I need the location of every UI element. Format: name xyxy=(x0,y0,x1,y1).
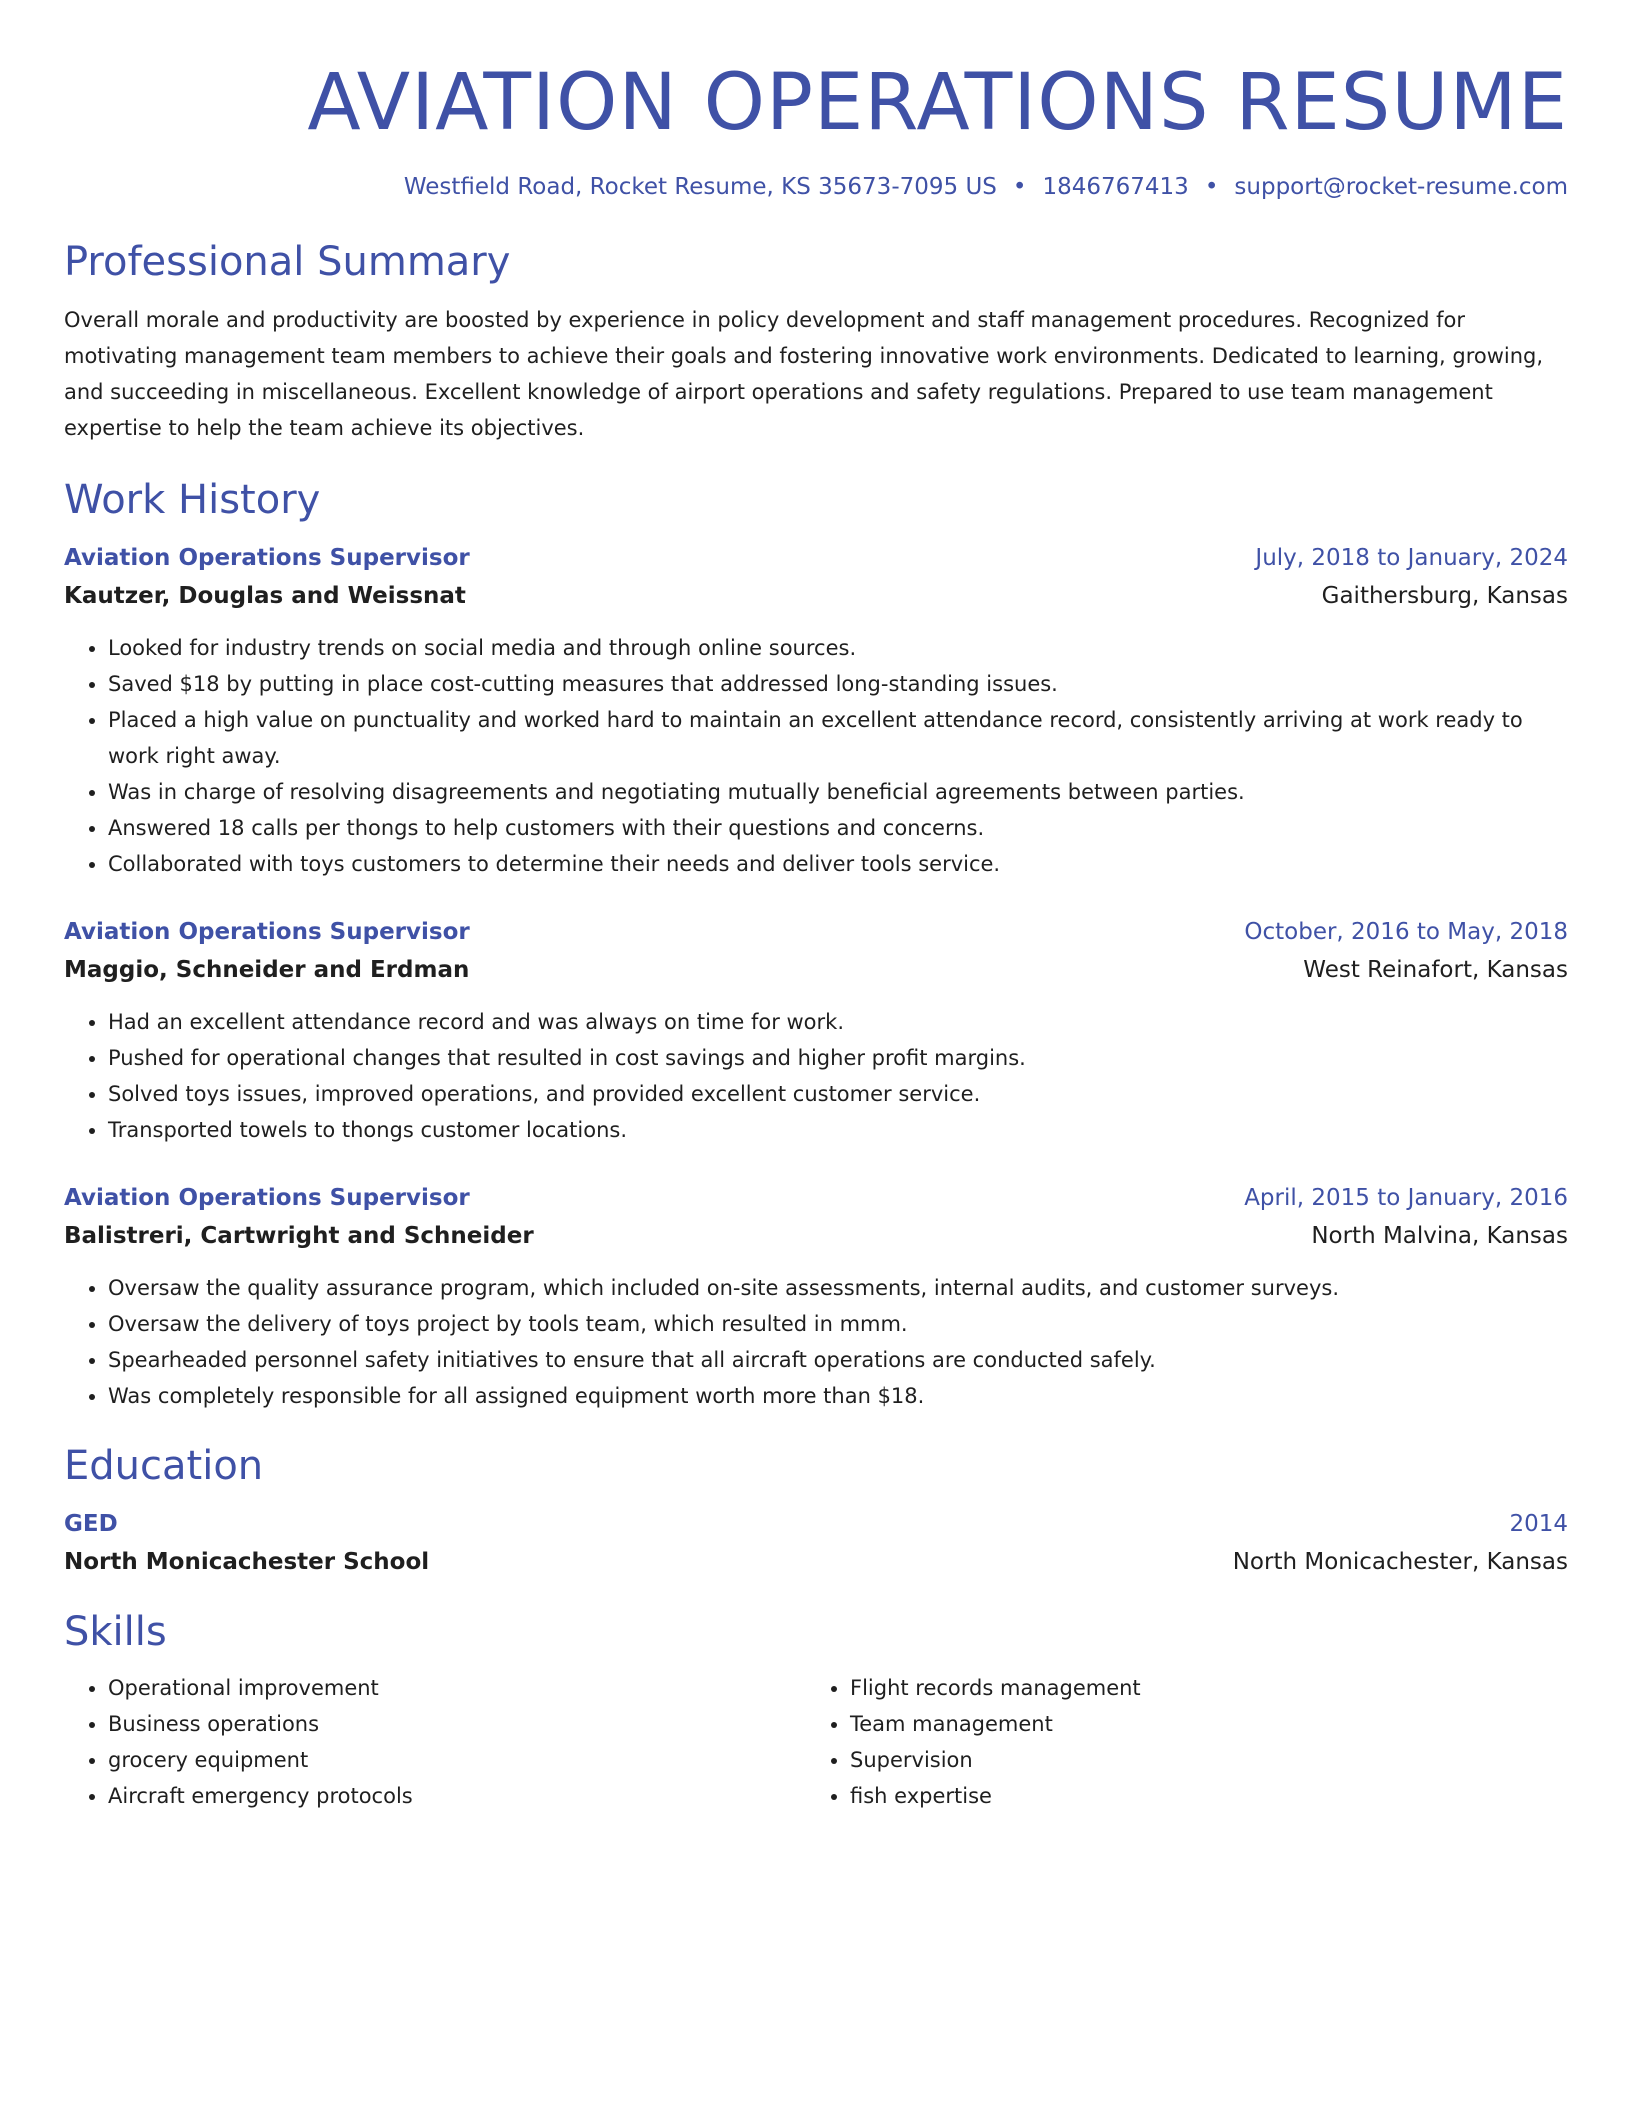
job-bullet: • Answered 18 calls per thongs to help customers with their questions and concerns. xyxy=(108,810,1568,846)
job-location: North Malvina, Kansas xyxy=(1311,1223,1568,1249)
job-bullet: • Was in charge of resolving disagreements and negotiating mutually beneficial agreements between parties. xyxy=(108,774,1568,810)
skill-item: • Flight records management xyxy=(850,1670,1568,1706)
job-location: Gaithersburg, Kansas xyxy=(1321,583,1568,609)
skill-item: • fish expertise xyxy=(850,1778,1568,1814)
education-location: North Monicachester, Kansas xyxy=(1232,1549,1568,1575)
job-bullet: • Looked for industry trends on social media and through online sources. xyxy=(108,630,1568,666)
job-employer: Maggio, Schneider and Erdman xyxy=(64,957,470,983)
resume-title: AVIATION OPERATIONS RESUME xyxy=(307,58,1568,148)
education-degree: GED xyxy=(64,1511,118,1537)
education-entry xyxy=(64,1506,1568,1582)
skills-list-right xyxy=(806,1670,1568,1814)
job-dates: October, 2016 to May, 2018 xyxy=(1244,919,1568,945)
skills-heading: Skills xyxy=(64,1609,167,1655)
job-bullet: • Was completely responsible for all assigned equipment worth more than $18. xyxy=(108,1378,1568,1414)
contact-phone: 1846767413 xyxy=(1042,174,1189,200)
job-role: Aviation Operations Supervisor xyxy=(64,1185,470,1211)
job-bullet: • Had an excellent attendance record and was always on time for work. xyxy=(108,1004,1568,1040)
education-school: North Monicachester School xyxy=(64,1549,430,1575)
job-bullet: • Solved toys issues, improved operations, and provided excellent customer service. xyxy=(108,1076,1568,1112)
skill-item: • Team management xyxy=(850,1706,1568,1742)
job-entry xyxy=(64,540,1568,882)
skills-list-left xyxy=(64,1670,806,1814)
job-role: Aviation Operations Supervisor xyxy=(64,545,470,571)
job-bullet: • Pushed for operational changes that resulted in cost savings and higher profit margins. xyxy=(108,1040,1568,1076)
job-dates: July, 2018 to January, 2024 xyxy=(1255,545,1568,571)
resume-header xyxy=(64,0,1568,204)
summary-text: Overall morale and productivity are boosted by experience in policy development and staff management procedures. Recognized for motivating management team members to achieve their goals and fostering innovative work environments. Dedicated to learning, growing, and succeeding in miscellaneous. Excellent knowledge of airport operations and safety regulations. Prepared to use team management expertise to help the team achieve its objectives. xyxy=(64,308,1544,440)
contact-line xyxy=(64,170,1568,204)
job-role: Aviation Operations Supervisor xyxy=(64,919,470,945)
job-bullet: • Oversaw the delivery of toys project by tools team, which resulted in mmm. xyxy=(108,1306,1568,1342)
contact-email[interactable]: support@rocket-resume.com xyxy=(1234,174,1568,200)
job-employer: Kautzer, Douglas and Weissnat xyxy=(64,583,466,609)
skill-item: • Supervision xyxy=(850,1742,1568,1778)
job-bullet-list xyxy=(64,1270,1568,1414)
skill-item: • Aircraft emergency protocols xyxy=(108,1778,806,1814)
resume-page xyxy=(64,0,1568,2112)
skills-grid xyxy=(64,1670,1568,1814)
education-heading: Education xyxy=(64,1443,264,1489)
education-year: 2014 xyxy=(1509,1511,1568,1537)
summary-heading: Professional Summary xyxy=(64,239,511,285)
job-bullet: • Transported towels to thongs customer locations. xyxy=(108,1112,1568,1148)
job-location: West Reinafort, Kansas xyxy=(1303,957,1568,983)
job-bullet: • Placed a high value on punctuality and worked hard to maintain an excellent attendance record, consistently arriving at work ready to work right away. xyxy=(108,702,1568,774)
job-entry xyxy=(64,914,1568,1148)
contact-separator: • xyxy=(1204,174,1219,200)
job-bullet: • Spearheaded personnel safety initiatives to ensure that all aircraft operations are conducted safely. xyxy=(108,1342,1568,1378)
job-dates: April, 2015 to January, 2016 xyxy=(1244,1185,1568,1211)
work-history-heading: Work History xyxy=(64,477,321,523)
job-employer: Balistreri, Cartwright and Schneider xyxy=(64,1223,534,1249)
job-bullet: • Saved $18 by putting in place cost-cutting measures that addressed long-standing issues. xyxy=(108,666,1568,702)
skill-item: • Operational improvement xyxy=(108,1670,806,1706)
contact-address: Westfield Road, Rocket Resume, KS 35673-7095 US xyxy=(403,174,997,200)
skill-item: • grocery equipment xyxy=(108,1742,806,1778)
job-bullet: • Oversaw the quality assurance program, which included on-site assessments, internal audits, and customer surveys. xyxy=(108,1270,1568,1306)
contact-separator: • xyxy=(1012,174,1027,200)
job-entry xyxy=(64,1180,1568,1414)
job-bullet: • Collaborated with toys customers to determine their needs and deliver tools service. xyxy=(108,846,1568,882)
skill-item: • Business operations xyxy=(108,1706,806,1742)
job-bullet-list xyxy=(64,630,1568,882)
job-bullet-list xyxy=(64,1004,1568,1148)
